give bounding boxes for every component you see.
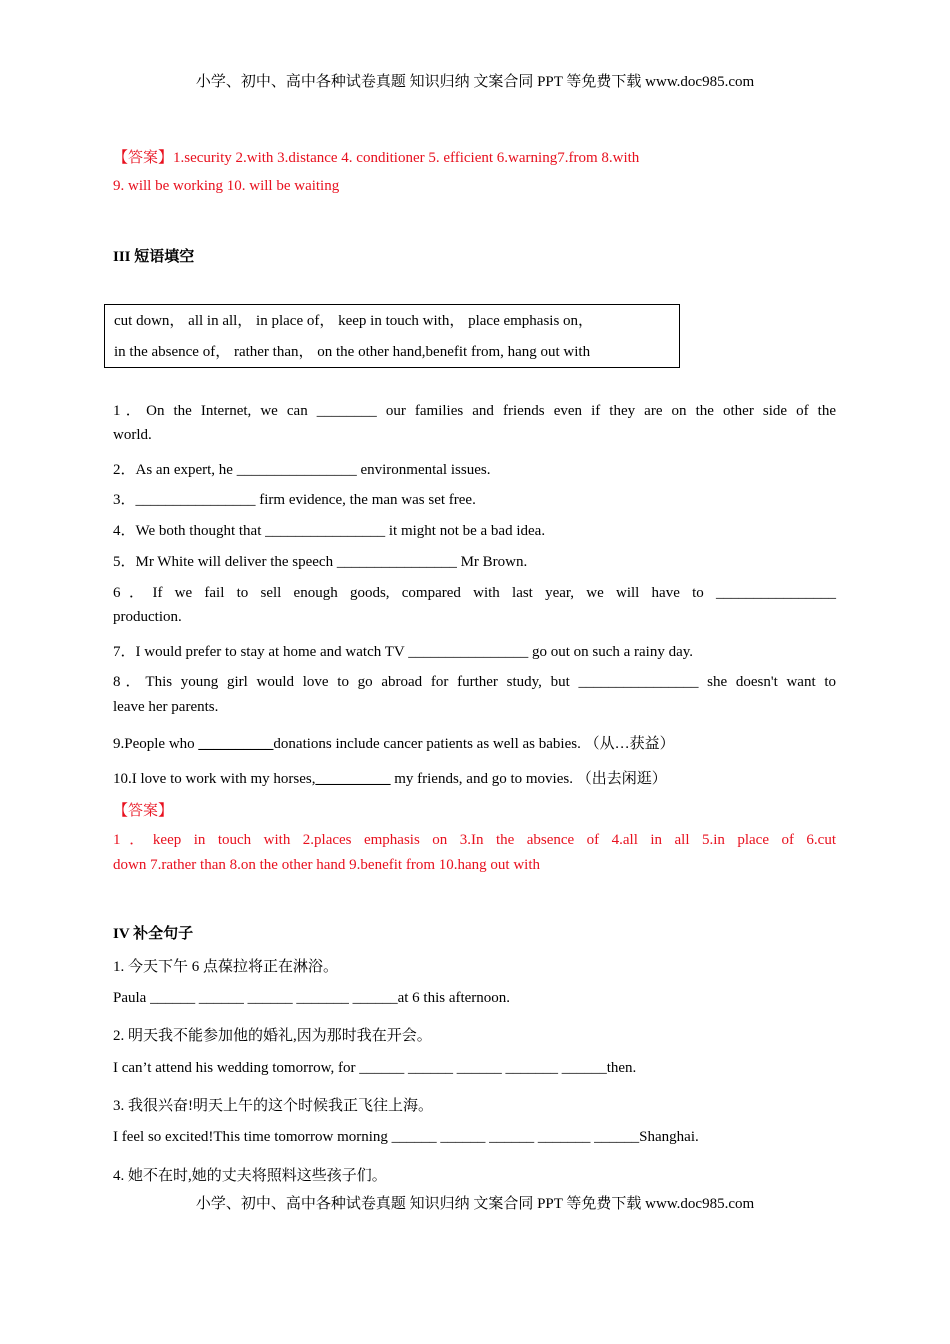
- question-4: 4．We both thought that ________________ it might not be a bad idea.: [113, 523, 546, 539]
- question-10-post: my friends, and go to movies. （出去闲逛）: [390, 771, 667, 787]
- question-7: 7．I would prefer to stay at home and watch TV ________________ go out on such a rainy day.: [113, 644, 694, 660]
- question-8: 8．This young girl would love to go abroad for further study, but ________________ she doesn't want to: [113, 674, 836, 690]
- page-header: 小学、初中、高中各种试卷真题 知识归纳 文案合同 PPT 等免费下载 www.doc985.com: [195, 74, 755, 90]
- question-10: [113, 767, 667, 788]
- answer-line-2: 9. will be working 10. will be waiting: [113, 178, 340, 194]
- answer-3-line-1: 1．keep in touch with 2.places emphasis on 3.In the absence of 4.all in all 5.in place of 6.cut: [113, 832, 836, 848]
- sentence-1-en: Paula ______ ______ ______ _______ ______at 6 this afternoon.: [113, 990, 511, 1006]
- phrase-box: [104, 304, 680, 368]
- question-9: [113, 732, 675, 753]
- question-2: 2．As an expert, he ________________ environmental issues.: [113, 462, 491, 478]
- sentence-2-en: I can’t attend his wedding tomorrow, for ______ ______ ______ _______ ______then.: [113, 1060, 637, 1076]
- sentence-3-cn: 3. 我很兴奋!明天上午的这个时候我正飞往上海。: [113, 1098, 433, 1114]
- question-8-cont: leave her parents.: [113, 699, 219, 715]
- section-3-title: III 短语填空: [113, 249, 195, 265]
- question-9-pre: 9.People who: [113, 736, 199, 752]
- phrase-box-line-1: cut down， all in all， in place of， keep in touch with， place emphasis on，: [114, 313, 594, 329]
- answer-line-1: 【答案】1.security 2.with 3.distance 4. conditioner 5. efficient 6.warning7.from 8.with: [113, 150, 640, 166]
- sentence-4-cn: 4. 她不在时,她的丈夫将照料这些孩子们。: [113, 1168, 387, 1184]
- question-10-blank: __________: [315, 771, 391, 787]
- phrase-box-line-2: in the absence of， rather than， on the other hand,benefit from, hang out with: [114, 344, 591, 360]
- question-6: 6．If we fail to sell enough goods, compared with last year, we will have to ________________: [113, 585, 836, 601]
- question-6-cont: production.: [113, 609, 182, 625]
- question-5: 5．Mr White will deliver the speech ________________ Mr Brown.: [113, 554, 528, 570]
- question-1-cont: world.: [113, 427, 152, 443]
- answer-label: 【答案】: [113, 803, 174, 819]
- question-3: 3．________________ firm evidence, the man was set free.: [113, 492, 476, 508]
- sentence-1-cn: 1. 今天下午 6 点葆拉将正在淋浴。: [113, 959, 339, 975]
- section-4-title: IV 补全句子: [113, 926, 194, 942]
- page-footer: 小学、初中、高中各种试卷真题 知识归纳 文案合同 PPT 等免费下载 www.doc985.com: [195, 1196, 755, 1212]
- question-9-blank: __________: [198, 736, 274, 752]
- sentence-2-cn: 2. 明天我不能参加他的婚礼,因为那时我在开会。: [113, 1028, 432, 1044]
- sentence-3-en: I feel so excited!This time tomorrow morning ______ ______ ______ _______ ______Shanghai.: [113, 1129, 699, 1145]
- answer-3-line-2: down 7.rather than 8.on the other hand 9.benefit from 10.hang out with: [113, 857, 540, 873]
- question-1: 1．On the Internet, we can ________ our families and friends even if they are on the other side of the: [113, 403, 836, 419]
- question-9-post: donations include cancer patients as well as babies. （从…获益）: [273, 736, 675, 752]
- question-10-pre: 10.I love to work with my horses,: [113, 771, 316, 787]
